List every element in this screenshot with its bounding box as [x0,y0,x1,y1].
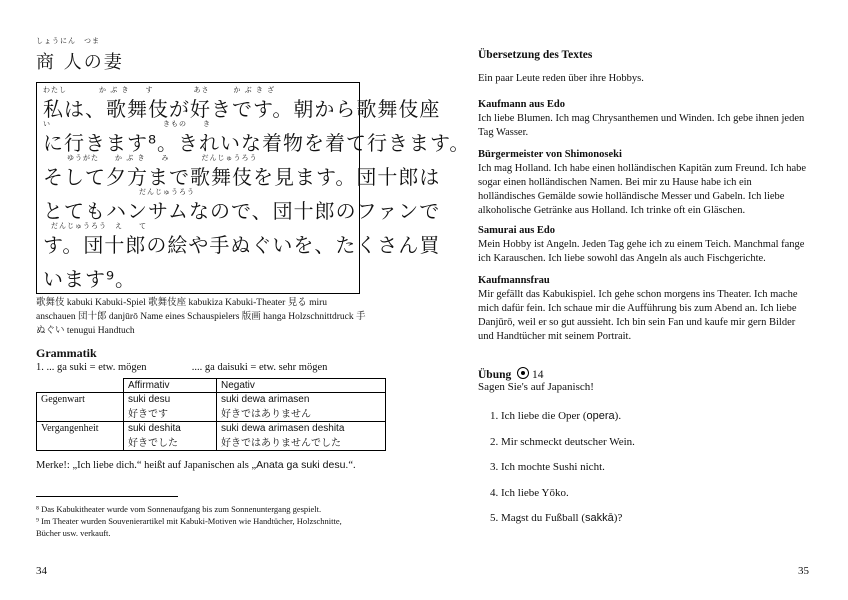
exercise-item [490,410,621,422]
story-box [36,82,471,294]
speaker-text: Ich liebe Blumen. Ich mag Chrysanthemen und Winden. Ich gebe ihnen jeden Tag Wasser. [478,113,805,138]
story-line-1: 私は、歌舞伎が好きです。朝から歌舞伎座 [43,97,441,121]
story-line-4: とてもハンサムなので、団十郎のファンで [43,199,441,223]
negative-romaji: suki dewa arimasen deshita [221,423,345,434]
exercise-number: 14 [532,369,544,381]
footnotes [36,503,366,539]
affirmative-romaji: suki desu [128,394,171,405]
exercise-item [490,512,622,524]
item-romaji: opera [586,410,615,422]
item-text: 2. Mir schmeckt deutscher Wein. [490,436,635,448]
footnote-9: ⁹ Im Theater wurden Souvenierartikel mit Kabuki-Motiven wie Handtücher, Holzschnitte, Bücher usw. verkauft. [36,516,342,538]
story-line-5: す。団十郎の絵や手ぬぐいを、たくさん買 [43,233,441,257]
audio-icon [517,367,529,379]
speaker-text: Mein Hobby ist Angeln. Jeden Tag gehe ich zu einem Teich. Manchmal fange ich Karauschen. Ich liebe sowohl das Angeln als auch Fischgerichte. [478,239,805,264]
translation-intro: Ein paar Leute reden über ihre Hobbys. [478,73,644,84]
table-cell-negative [217,422,386,451]
table-header-empty [37,379,124,393]
table-row [37,393,386,422]
exercise-instruction: Sagen Sie's auf Japanisch! [478,381,594,393]
grammar-subheading [36,362,366,373]
negative-japanese: 好きではありませんでした [221,438,341,449]
story-line-6: います⁹。 [43,267,137,291]
conjugation-table [36,378,386,451]
speaker-name: Kaufmannsfrau [478,275,550,286]
footnote-8: ⁸ Das Kabukitheater wurde vom Sonnenaufgang bis zum Sonnenuntergang gespielt. [36,504,322,514]
item-romaji: sakkā [585,512,614,524]
item-end: )? [613,512,623,524]
table-cell-negative [217,393,386,422]
speaker-name: Bürgermeister von Shimonoseki [478,149,622,160]
table-cell-affirmative [124,393,217,422]
story-line-2: に行きます⁸。きれいな着物を着て行きます。 [43,131,471,155]
item-text: 3. Ich mochte Sushi nicht. [490,461,605,473]
story-ruby-3: ゆうがた か ぶ き み だんじゅうろう [43,154,258,162]
item-text: 1. Ich liebe die Oper ( [490,410,587,422]
item-text: 4. Ich liebe Yōko. [490,487,569,499]
table-row-label: Vergangenheit [37,422,124,451]
story-title: 商 人の妻 [36,52,124,73]
translation-heading: Übersetzung des Textes [478,49,593,61]
story-line-3: そして夕方まで歌舞伎を見ます。団十郎は [43,165,441,189]
table-header-negative: Negativ [217,379,386,393]
affirmative-japanese: 好きでした [128,438,178,449]
negative-japanese: 好きではありません [221,409,311,420]
exercise-item [490,461,605,473]
table-row [37,422,386,451]
speaker-name: Kaufmann aus Edo [478,99,565,110]
speaker-text: Mir gefällt das Kabukispiel. Ich gehe schon morgens ins Theater. Ich mache mich dafür fein. Ich schaue mir die Aufführung bis zum Abend an. Ich liebe Danjūrō, weil er so gut aussieht. Ich bin sein Fan und kaufe mir gern Bilder und Handtücher mit seinem Portrait. [478,289,798,342]
exercise-item [490,436,635,448]
merke-text: Merke!: „Ich liebe dich.“ heißt auf Japanischen als „ [36,460,257,471]
story-ruby-2: い きもの き [43,120,211,128]
speaker-name: Samurai aus Edo [478,225,556,236]
grammar-sub2: .... ga daisuki = etw. sehr mögen [191,362,328,373]
section-merchant-wife [478,274,808,344]
table-row-label: Gegenwart [37,393,124,422]
story-ruby-1: わたし か ぶ き す あさ か ぶ き ざ [43,86,276,94]
negative-romaji: suki dewa arimasen [221,394,310,405]
page-number-left: 34 [36,565,47,577]
exercise-item [490,487,569,499]
item-text: 5. Magst du Fußball ( [490,512,586,524]
table-header-affirmative: Affirmativ [124,379,217,393]
table-cell-affirmative [124,422,217,451]
story-ruby-5: だんじゅうろう え て [43,222,147,230]
merke-phrase: Anata ga suki desu. [256,459,349,471]
section-mayor [478,148,808,218]
grammar-sub1: 1. ... ga suki = etw. mögen [36,362,147,373]
merke-end: “. [348,460,356,471]
section-merchant [478,98,808,140]
merke-note [36,458,366,473]
exercise-heading [478,366,544,381]
affirmative-japanese: 好きです [128,409,168,420]
page-number-right: 35 [798,565,809,577]
story-ruby-4: だんじゅうろう [43,188,195,196]
section-samurai [478,224,808,266]
footnote-divider [36,496,178,497]
grammar-heading: Grammatik [36,346,97,360]
item-end: ). [614,410,622,422]
affirmative-romaji: suki deshita [128,423,181,434]
speaker-text: Ich mag Holland. Ich habe einen holländischen Kapitän zum Freund. Ich habe sogar einen holländischen Namen. Bei mir zu Hause habe ich ein holländisches Gemälde sowie holländische Messer und Gabeln. Ich liebe alkoholische Getränke aus Holland. Ich trinke oft ein Gläschen. [478,163,807,216]
vocabulary: 歌舞伎 kabuki Kabuki-Spiel 歌舞伎座 kabukiza Kabuki-Theater 見る miru anschauen 団十郎 danjūrō Name eines Schauspielers 版画 hanga Holzschnittdruck 手ぬぐい tenugui Handtuch [36,298,366,336]
exercise-title: Übung [478,369,512,381]
title-ruby: しょうにん つま [36,37,100,45]
